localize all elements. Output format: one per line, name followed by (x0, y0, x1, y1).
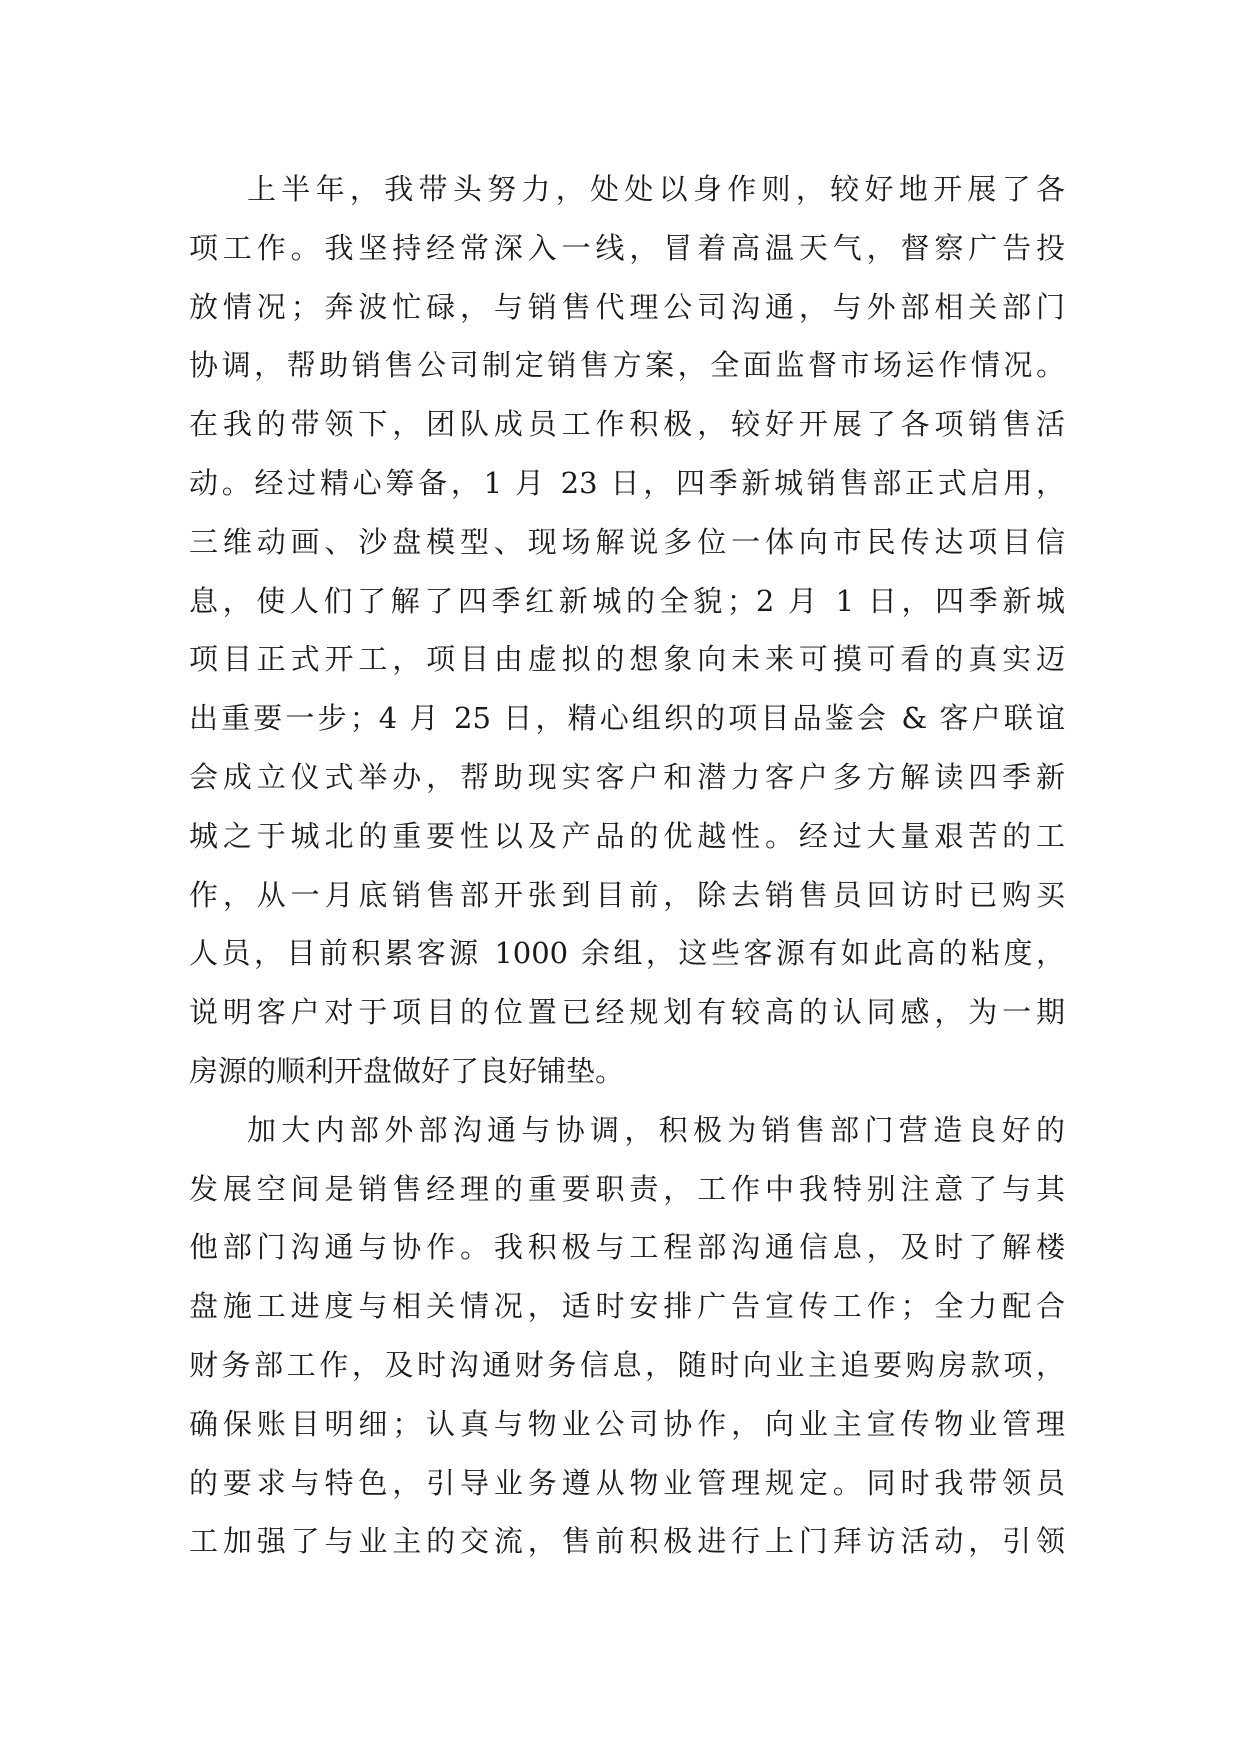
paragraph-line: 加大内部外部沟通与协调，积极为销售部门营造良好的 (247, 1112, 1065, 1147)
paragraph-line: 出重要一步；4 月 25 日，精心组织的项目品鉴会 & 客户联谊 (189, 701, 1065, 736)
paragraph-line: 确保账目明细；认真与物业公司协作，向业主宣传物业管理 (189, 1406, 1065, 1441)
paragraph-line: 三维动画、沙盘模型、现场解说多位一体向市民传达项目信 (189, 524, 1065, 559)
paragraph-line: 动。经过精心筹备，1 月 23 日，四季新城销售部正式启用， (189, 465, 1065, 500)
paragraph-line: 房源的顺利开盘做好了良好铺垫。 (189, 1053, 625, 1088)
paragraph-line: 息，使人们了解了四季红新城的全貌；2 月 1 日，四季新城 (189, 583, 1065, 618)
paragraph-line: 协调，帮助销售公司制定销售方案，全面监督市场运作情况。 (189, 348, 1065, 383)
paragraph-line: 财务部工作，及时沟通财务信息，随时向业主追要购房款项， (189, 1347, 1065, 1382)
paragraph-line: 项目正式开工，项目由虚拟的想象向未来可摸可看的真实迈 (189, 642, 1065, 677)
paragraph-line: 上半年，我带头努力，处处以身作则，较好地开展了各 (247, 172, 1065, 206)
paragraph-line: 项工作。我坚持经常深入一线，冒着高温天气，督察广告投 (189, 230, 1065, 265)
paragraph-line: 城之于城北的重要性以及产品的优越性。经过大量艰苦的工 (189, 818, 1065, 853)
paragraph-line: 工加强了与业主的交流，售前积极进行上门拜访活动，引领 (189, 1524, 1065, 1559)
paragraph-line: 放情况；奔波忙碌，与销售代理公司沟通，与外部相关部门 (189, 289, 1065, 324)
paragraph-line: 作，从一月底销售部开张到目前，除去销售员回访时已购买 (189, 877, 1065, 912)
paragraph-line: 盘施工进度与相关情况，适时安排广告宣传工作；全力配合 (189, 1289, 1065, 1324)
paragraph-line: 会成立仪式举办，帮助现实客户和潜力客户多方解读四季新 (189, 759, 1065, 794)
paragraph-line: 说明客户对于项目的位置已经规划有较高的认同感，为一期 (189, 995, 1065, 1030)
paragraph-1 (189, 160, 1065, 1101)
paragraph-line: 在我的带领下，团队成员工作积极，较好开展了各项销售活 (189, 407, 1065, 442)
paragraph-line: 他部门沟通与协作。我积极与工程部沟通信息，及时了解楼 (189, 1230, 1065, 1265)
paragraph-line: 发展空间是销售经理的重要职责，工作中我特别注意了与其 (189, 1171, 1065, 1206)
paragraph-line: 的要求与特色，引导业务遵从物业管理规定。同时我带领员 (189, 1465, 1065, 1500)
document-body (189, 160, 1065, 1571)
paragraph-line: 人员，目前积累客源 1000 余组，这些客源有如此高的粘度， (189, 936, 1065, 971)
paragraph-2 (189, 1101, 1065, 1571)
